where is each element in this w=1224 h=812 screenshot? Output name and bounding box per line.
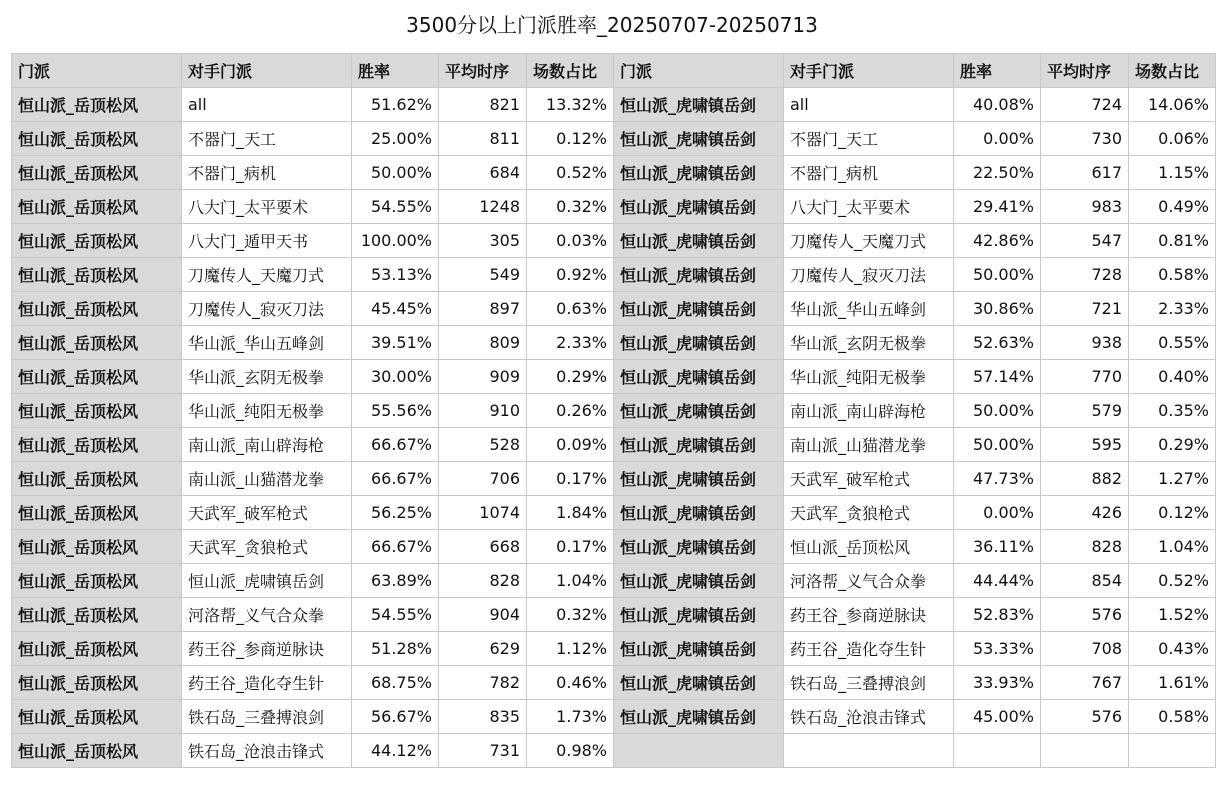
table-row [12, 462, 1216, 496]
opponent-cell: 恒山派_虎啸镇岳剑 [182, 564, 352, 598]
opponent-cell: 八大门_遁甲天书 [182, 224, 352, 258]
opponent-cell: 药王谷_参商逆脉诀 [182, 632, 352, 666]
avg-time-cell: 576 [1041, 700, 1129, 734]
match-share-cell: 1.04% [1129, 530, 1216, 564]
win-rate-cell: 66.67% [352, 462, 439, 496]
win-rate-cell: 50.00% [954, 428, 1041, 462]
match-share-cell: 1.73% [527, 700, 614, 734]
avg-time-cell: 549 [439, 258, 527, 292]
opponent-cell: 刀魔传人_天魔刀式 [784, 224, 954, 258]
win-rate-cell: 45.45% [352, 292, 439, 326]
avg-time-cell: 835 [439, 700, 527, 734]
avg-time-cell: 770 [1041, 360, 1129, 394]
opponent-cell: 铁石岛_三叠搏浪剑 [182, 700, 352, 734]
table-row [12, 224, 1216, 258]
win-rate-cell: 54.55% [352, 598, 439, 632]
sect-cell: 恒山派_虎啸镇岳剑 [614, 156, 784, 190]
avg-time-cell: 579 [1041, 394, 1129, 428]
opponent-cell: all [182, 88, 352, 122]
match-share-cell: 0.26% [527, 394, 614, 428]
win-rate-cell: 66.67% [352, 530, 439, 564]
opponent-cell: 刀魔传人_寂灭刀法 [182, 292, 352, 326]
avg-time-cell: 730 [1041, 122, 1129, 156]
opponent-cell: 铁石岛_三叠搏浪剑 [784, 666, 954, 700]
table-row [12, 156, 1216, 190]
match-share-cell: 0.98% [527, 734, 614, 768]
header-sect: 门派 [12, 54, 182, 88]
sect-cell: 恒山派_虎啸镇岳剑 [614, 190, 784, 224]
sect-cell: 恒山派_岳顶松风 [12, 734, 182, 768]
avg-time-cell: 882 [1041, 462, 1129, 496]
match-share-cell: 0.32% [527, 190, 614, 224]
win-rate-cell: 52.83% [954, 598, 1041, 632]
avg-time-cell: 305 [439, 224, 527, 258]
sect-cell: 恒山派_虎啸镇岳剑 [614, 666, 784, 700]
match-share-cell: 0.52% [527, 156, 614, 190]
opponent-cell: 不器门_病机 [784, 156, 954, 190]
match-share-cell: 1.15% [1129, 156, 1216, 190]
match-share-cell: 0.17% [527, 530, 614, 564]
table-body [12, 88, 1216, 768]
match-share-cell: 0.52% [1129, 564, 1216, 598]
match-share-cell: 1.84% [527, 496, 614, 530]
opponent-cell: 刀魔传人_天魔刀式 [182, 258, 352, 292]
match-share-cell: 0.35% [1129, 394, 1216, 428]
match-share-cell: 0.63% [527, 292, 614, 326]
opponent-cell: 天武军_贪狼枪式 [182, 530, 352, 564]
table-row [12, 190, 1216, 224]
opponent-cell: 华山派_纯阳无极拳 [784, 360, 954, 394]
sect-cell: 恒山派_虎啸镇岳剑 [614, 122, 784, 156]
table-row [12, 666, 1216, 700]
sect-cell: 恒山派_岳顶松风 [12, 428, 182, 462]
sect-cell: 恒山派_岳顶松风 [12, 258, 182, 292]
win-rate-cell: 30.86% [954, 292, 1041, 326]
opponent-cell: 不器门_病机 [182, 156, 352, 190]
win-rate-cell: 55.56% [352, 394, 439, 428]
win-rate-cell: 53.13% [352, 258, 439, 292]
sect-cell: 恒山派_岳顶松风 [12, 564, 182, 598]
sect-cell: 恒山派_虎啸镇岳剑 [614, 224, 784, 258]
table-row [12, 564, 1216, 598]
win-rate-cell: 0.00% [954, 122, 1041, 156]
win-rate-cell: 36.11% [954, 530, 1041, 564]
win-rate-cell: 33.93% [954, 666, 1041, 700]
sect-cell: 恒山派_虎啸镇岳剑 [614, 564, 784, 598]
win-rate-cell: 0.00% [954, 496, 1041, 530]
table-row [12, 530, 1216, 564]
sect-cell: 恒山派_岳顶松风 [12, 156, 182, 190]
sect-cell: 恒山派_岳顶松风 [12, 190, 182, 224]
table-row [12, 394, 1216, 428]
match-share-cell: 0.12% [1129, 496, 1216, 530]
header-row [12, 54, 1216, 88]
avg-time-cell: 629 [439, 632, 527, 666]
win-rate-cell: 44.12% [352, 734, 439, 768]
avg-time-cell: 426 [1041, 496, 1129, 530]
win-rate-cell: 44.44% [954, 564, 1041, 598]
win-rate-cell: 63.89% [352, 564, 439, 598]
win-rate-cell: 52.63% [954, 326, 1041, 360]
opponent-cell: 药王谷_造化夺生针 [182, 666, 352, 700]
sect-cell: 恒山派_岳顶松风 [12, 326, 182, 360]
opponent-cell: 华山派_纯阳无极拳 [182, 394, 352, 428]
win-rate-cell: 25.00% [352, 122, 439, 156]
header-match-share: 场数占比 [527, 54, 614, 88]
avg-time-cell: 595 [1041, 428, 1129, 462]
win-rate-cell: 100.00% [352, 224, 439, 258]
avg-time-cell: 938 [1041, 326, 1129, 360]
avg-time-cell: 782 [439, 666, 527, 700]
page-title: 3500分以上门派胜率_20250707-20250713 [406, 13, 818, 37]
table-row [12, 700, 1216, 734]
sect-cell: 恒山派_岳顶松风 [12, 700, 182, 734]
win-rate-cell: 56.67% [352, 700, 439, 734]
table-row [12, 88, 1216, 122]
sect-cell: 恒山派_虎啸镇岳剑 [614, 88, 784, 122]
empty-cell [1041, 734, 1129, 768]
opponent-cell: 八大门_太平要术 [784, 190, 954, 224]
avg-time-cell: 809 [439, 326, 527, 360]
opponent-cell: 南山派_南山辟海枪 [182, 428, 352, 462]
empty-sect-cell [614, 734, 784, 768]
table-row [12, 360, 1216, 394]
header-win-rate: 胜率 [352, 54, 439, 88]
win-rate-table [11, 53, 1216, 768]
opponent-cell: 天武军_破军枪式 [182, 496, 352, 530]
avg-time-cell: 1248 [439, 190, 527, 224]
match-share-cell: 0.55% [1129, 326, 1216, 360]
win-rate-cell: 40.08% [954, 88, 1041, 122]
win-rate-cell: 47.73% [954, 462, 1041, 496]
avg-time-cell: 909 [439, 360, 527, 394]
opponent-cell: 华山派_华山五峰剑 [784, 292, 954, 326]
win-rate-cell: 50.00% [954, 394, 1041, 428]
sect-cell: 恒山派_虎啸镇岳剑 [614, 360, 784, 394]
match-share-cell: 0.92% [527, 258, 614, 292]
empty-cell [954, 734, 1041, 768]
win-rate-cell: 42.86% [954, 224, 1041, 258]
avg-time-cell: 828 [439, 564, 527, 598]
sect-cell: 恒山派_岳顶松风 [12, 632, 182, 666]
match-share-cell: 0.58% [1129, 700, 1216, 734]
sect-cell: 恒山派_岳顶松风 [12, 292, 182, 326]
opponent-cell: 八大门_太平要术 [182, 190, 352, 224]
table-row [12, 326, 1216, 360]
empty-cell [784, 734, 954, 768]
win-rate-cell: 57.14% [954, 360, 1041, 394]
win-rate-cell: 51.62% [352, 88, 439, 122]
avg-time-cell: 811 [439, 122, 527, 156]
sect-cell: 恒山派_岳顶松风 [12, 496, 182, 530]
avg-time-cell: 1074 [439, 496, 527, 530]
match-share-cell: 1.04% [527, 564, 614, 598]
sect-cell: 恒山派_岳顶松风 [12, 122, 182, 156]
win-rate-cell: 39.51% [352, 326, 439, 360]
header-win-rate: 胜率 [954, 54, 1041, 88]
match-share-cell: 0.32% [527, 598, 614, 632]
avg-time-cell: 828 [1041, 530, 1129, 564]
opponent-cell: 天武军_贪狼枪式 [784, 496, 954, 530]
match-share-cell: 0.81% [1129, 224, 1216, 258]
opponent-cell: 南山派_山猫潜龙拳 [182, 462, 352, 496]
match-share-cell: 0.43% [1129, 632, 1216, 666]
opponent-cell: 天武军_破军枪式 [784, 462, 954, 496]
header-opponent: 对手门派 [182, 54, 352, 88]
empty-cell [1129, 734, 1216, 768]
win-rate-cell: 45.00% [954, 700, 1041, 734]
opponent-cell: 刀魔传人_寂灭刀法 [784, 258, 954, 292]
win-rate-cell: 51.28% [352, 632, 439, 666]
sect-cell: 恒山派_虎啸镇岳剑 [614, 326, 784, 360]
opponent-cell: 河洛帮_义气合众拳 [784, 564, 954, 598]
match-share-cell: 1.27% [1129, 462, 1216, 496]
win-rate-cell: 30.00% [352, 360, 439, 394]
sect-cell: 恒山派_虎啸镇岳剑 [614, 394, 784, 428]
avg-time-cell: 617 [1041, 156, 1129, 190]
win-rate-cell: 54.55% [352, 190, 439, 224]
sect-cell: 恒山派_虎啸镇岳剑 [614, 700, 784, 734]
sect-cell: 恒山派_虎啸镇岳剑 [614, 428, 784, 462]
match-share-cell: 0.29% [1129, 428, 1216, 462]
opponent-cell: 华山派_玄阴无极拳 [182, 360, 352, 394]
opponent-cell: 不器门_天工 [784, 122, 954, 156]
table-row [12, 258, 1216, 292]
table-row [12, 632, 1216, 666]
avg-time-cell: 547 [1041, 224, 1129, 258]
match-share-cell: 0.12% [527, 122, 614, 156]
avg-time-cell: 668 [439, 530, 527, 564]
win-rate-cell: 56.25% [352, 496, 439, 530]
opponent-cell: 南山派_南山辟海枪 [784, 394, 954, 428]
sect-cell: 恒山派_岳顶松风 [12, 666, 182, 700]
avg-time-cell: 721 [1041, 292, 1129, 326]
avg-time-cell: 767 [1041, 666, 1129, 700]
opponent-cell: 南山派_山猫潜龙拳 [784, 428, 954, 462]
table-row [12, 496, 1216, 530]
match-share-cell: 1.61% [1129, 666, 1216, 700]
table-row [12, 292, 1216, 326]
header-sect: 门派 [614, 54, 784, 88]
avg-time-cell: 576 [1041, 598, 1129, 632]
sect-cell: 恒山派_岳顶松风 [12, 598, 182, 632]
table-row [12, 122, 1216, 156]
match-share-cell: 1.52% [1129, 598, 1216, 632]
sect-cell: 恒山派_岳顶松风 [12, 394, 182, 428]
win-rate-cell: 29.41% [954, 190, 1041, 224]
sect-cell: 恒山派_虎啸镇岳剑 [614, 462, 784, 496]
match-share-cell: 2.33% [1129, 292, 1216, 326]
avg-time-cell: 910 [439, 394, 527, 428]
opponent-cell: 不器门_天工 [182, 122, 352, 156]
sect-cell: 恒山派_虎啸镇岳剑 [614, 632, 784, 666]
avg-time-cell: 724 [1041, 88, 1129, 122]
match-share-cell: 0.58% [1129, 258, 1216, 292]
win-rate-cell: 68.75% [352, 666, 439, 700]
avg-time-cell: 731 [439, 734, 527, 768]
avg-time-cell: 904 [439, 598, 527, 632]
opponent-cell: 铁石岛_沧浪击锋式 [784, 700, 954, 734]
match-share-cell: 0.06% [1129, 122, 1216, 156]
avg-time-cell: 728 [1041, 258, 1129, 292]
sect-cell: 恒山派_虎啸镇岳剑 [614, 258, 784, 292]
win-rate-cell: 66.67% [352, 428, 439, 462]
match-share-cell: 0.49% [1129, 190, 1216, 224]
match-share-cell: 2.33% [527, 326, 614, 360]
avg-time-cell: 821 [439, 88, 527, 122]
sect-cell: 恒山派_岳顶松风 [12, 88, 182, 122]
win-rate-cell: 50.00% [352, 156, 439, 190]
avg-time-cell: 706 [439, 462, 527, 496]
match-share-cell: 14.06% [1129, 88, 1216, 122]
opponent-cell: 华山派_玄阴无极拳 [784, 326, 954, 360]
header-avg-time: 平均时序 [439, 54, 527, 88]
win-rate-cell: 50.00% [954, 258, 1041, 292]
avg-time-cell: 983 [1041, 190, 1129, 224]
opponent-cell: 药王谷_参商逆脉诀 [784, 598, 954, 632]
match-share-cell: 0.17% [527, 462, 614, 496]
header-avg-time: 平均时序 [1041, 54, 1129, 88]
match-share-cell: 1.12% [527, 632, 614, 666]
sect-cell: 恒山派_岳顶松风 [12, 530, 182, 564]
opponent-cell: 药王谷_造化夺生针 [784, 632, 954, 666]
header-match-share: 场数占比 [1129, 54, 1216, 88]
avg-time-cell: 897 [439, 292, 527, 326]
table-row [12, 428, 1216, 462]
header-opponent: 对手门派 [784, 54, 954, 88]
avg-time-cell: 684 [439, 156, 527, 190]
opponent-cell: all [784, 88, 954, 122]
opponent-cell: 恒山派_岳顶松风 [784, 530, 954, 564]
match-share-cell: 0.40% [1129, 360, 1216, 394]
sect-cell: 恒山派_虎啸镇岳剑 [614, 292, 784, 326]
avg-time-cell: 708 [1041, 632, 1129, 666]
sect-cell: 恒山派_岳顶松风 [12, 360, 182, 394]
opponent-cell: 华山派_华山五峰剑 [182, 326, 352, 360]
opponent-cell: 河洛帮_义气合众拳 [182, 598, 352, 632]
avg-time-cell: 854 [1041, 564, 1129, 598]
win-rate-cell: 22.50% [954, 156, 1041, 190]
sect-cell: 恒山派_岳顶松风 [12, 462, 182, 496]
win-rate-cell: 53.33% [954, 632, 1041, 666]
opponent-cell: 铁石岛_沧浪击锋式 [182, 734, 352, 768]
sect-cell: 恒山派_岳顶松风 [12, 224, 182, 258]
match-share-cell: 0.09% [527, 428, 614, 462]
match-share-cell: 0.46% [527, 666, 614, 700]
match-share-cell: 0.03% [527, 224, 614, 258]
sect-cell: 恒山派_虎啸镇岳剑 [614, 496, 784, 530]
table-row [12, 734, 1216, 768]
match-share-cell: 0.29% [527, 360, 614, 394]
sect-cell: 恒山派_虎啸镇岳剑 [614, 530, 784, 564]
match-share-cell: 13.32% [527, 88, 614, 122]
sect-cell: 恒山派_虎啸镇岳剑 [614, 598, 784, 632]
avg-time-cell: 528 [439, 428, 527, 462]
table-row [12, 598, 1216, 632]
